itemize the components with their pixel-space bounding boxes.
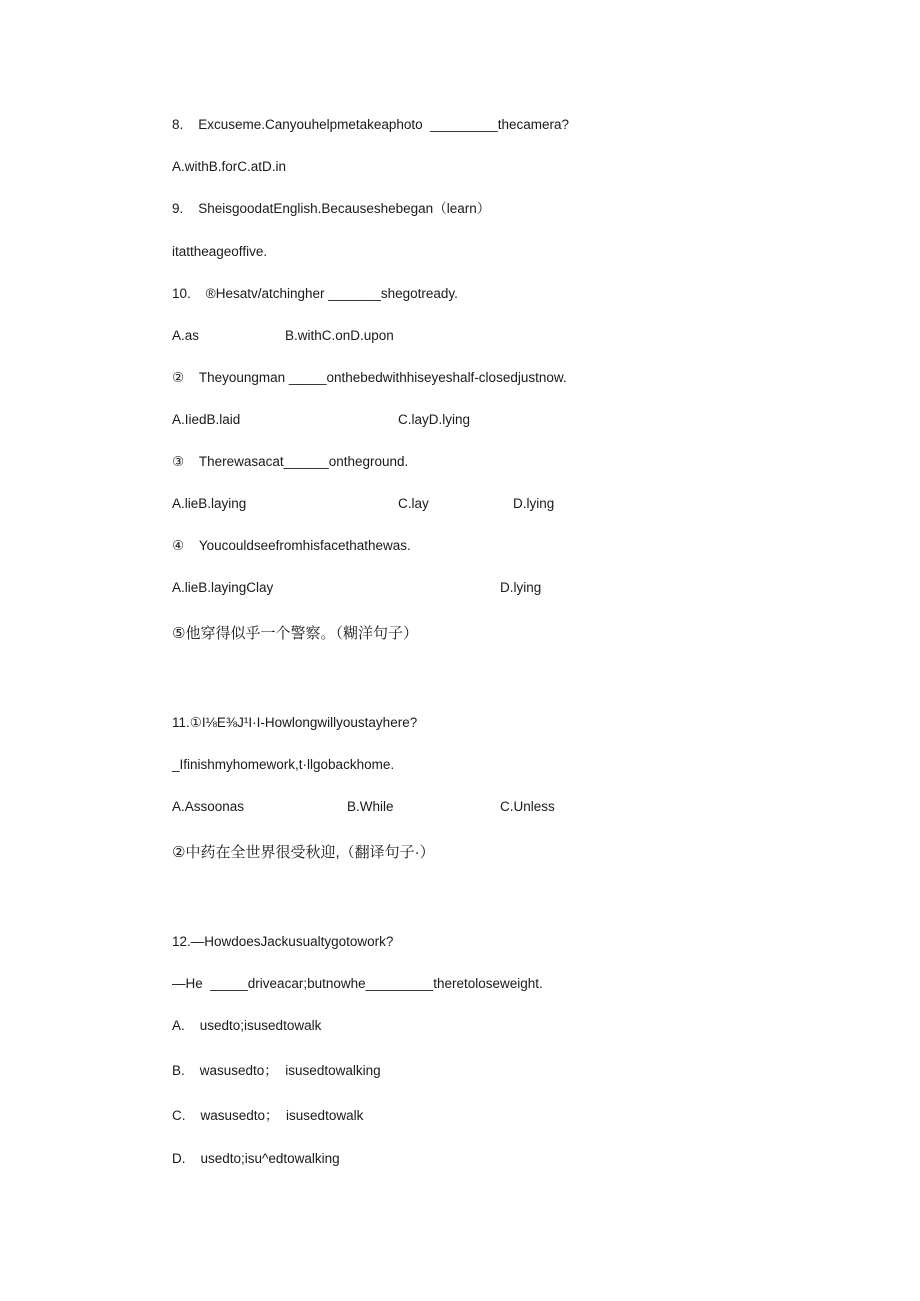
question-10-2: ② Theyoungman _____onthebedwithhiseyeshalf-closedjustnow. [172, 370, 567, 385]
question-12-option-d: D. usedto;isu^edtowalking [172, 1151, 340, 1166]
question-11-option-a: A.Assoonas [172, 799, 245, 814]
question-9: 9. SheisgoodatEnglish.Becauseshebegan（learn） [172, 201, 491, 216]
question-12-option-c: C. wasusedto； isusedtowalk [172, 1108, 364, 1123]
question-10-4-option-d: D.lying [500, 580, 542, 595]
question-10-2-options-ab: A.IiedB.laid [172, 412, 241, 427]
question-11-option-c: C.Unless [500, 799, 555, 814]
question-12-option-b: B. wasusedto； isusedtowalking [172, 1063, 381, 1078]
question-11: 11.①I⅛E⅜J¹I·I-Howlongwillyoustayhere? [172, 715, 418, 730]
question-10-3-option-d: D.lying [513, 496, 555, 511]
question-10-option-a: A.as [172, 328, 200, 343]
question-10-options-bcd: B.withC.onD.upon [285, 328, 394, 343]
question-8-options: A.withB.forC.atD.in [172, 159, 287, 174]
question-9-continuation: itattheageoffive. [172, 244, 268, 259]
question-8: 8. Excuseme.Canyouhelpmetakeaphoto _________thecamera? [172, 117, 570, 132]
question-10-4-options-abc: A.lieB.layingClay [172, 580, 274, 595]
question-10-2-options-cd: C.layD.lying [398, 412, 471, 427]
question-12-option-a: A. usedto;isusedtowalk [172, 1018, 322, 1033]
question-10-3-option-c: C.lay [398, 496, 429, 511]
question-10-3-options-ab: A.lieB.laying [172, 496, 247, 511]
question-10-4: ④ Youcouldseefromhisfacethathewas. [172, 538, 411, 553]
question-11-option-b: B.While [347, 799, 394, 814]
question-12: 12.—HowdoesJackusualtygotowork? [172, 934, 394, 949]
question-10-5-translation: ⑤他穿得似乎一个警察。（糊洋句子） [172, 625, 418, 642]
question-11-2-translation: ②中药在全世界很受秋迎,（翻译句子·） [172, 844, 435, 861]
question-10: 10. ®Hesatv/atchingher _______shegotready. [172, 286, 458, 301]
question-10-3: ③ Therewasacat______ontheground. [172, 454, 409, 469]
question-11-answer-line: _Ifinishmyhomework,t·llgobackhome. [172, 757, 395, 772]
question-12-answer-line: —He _____driveacar;butnowhe_________theretoloseweight. [172, 976, 543, 991]
